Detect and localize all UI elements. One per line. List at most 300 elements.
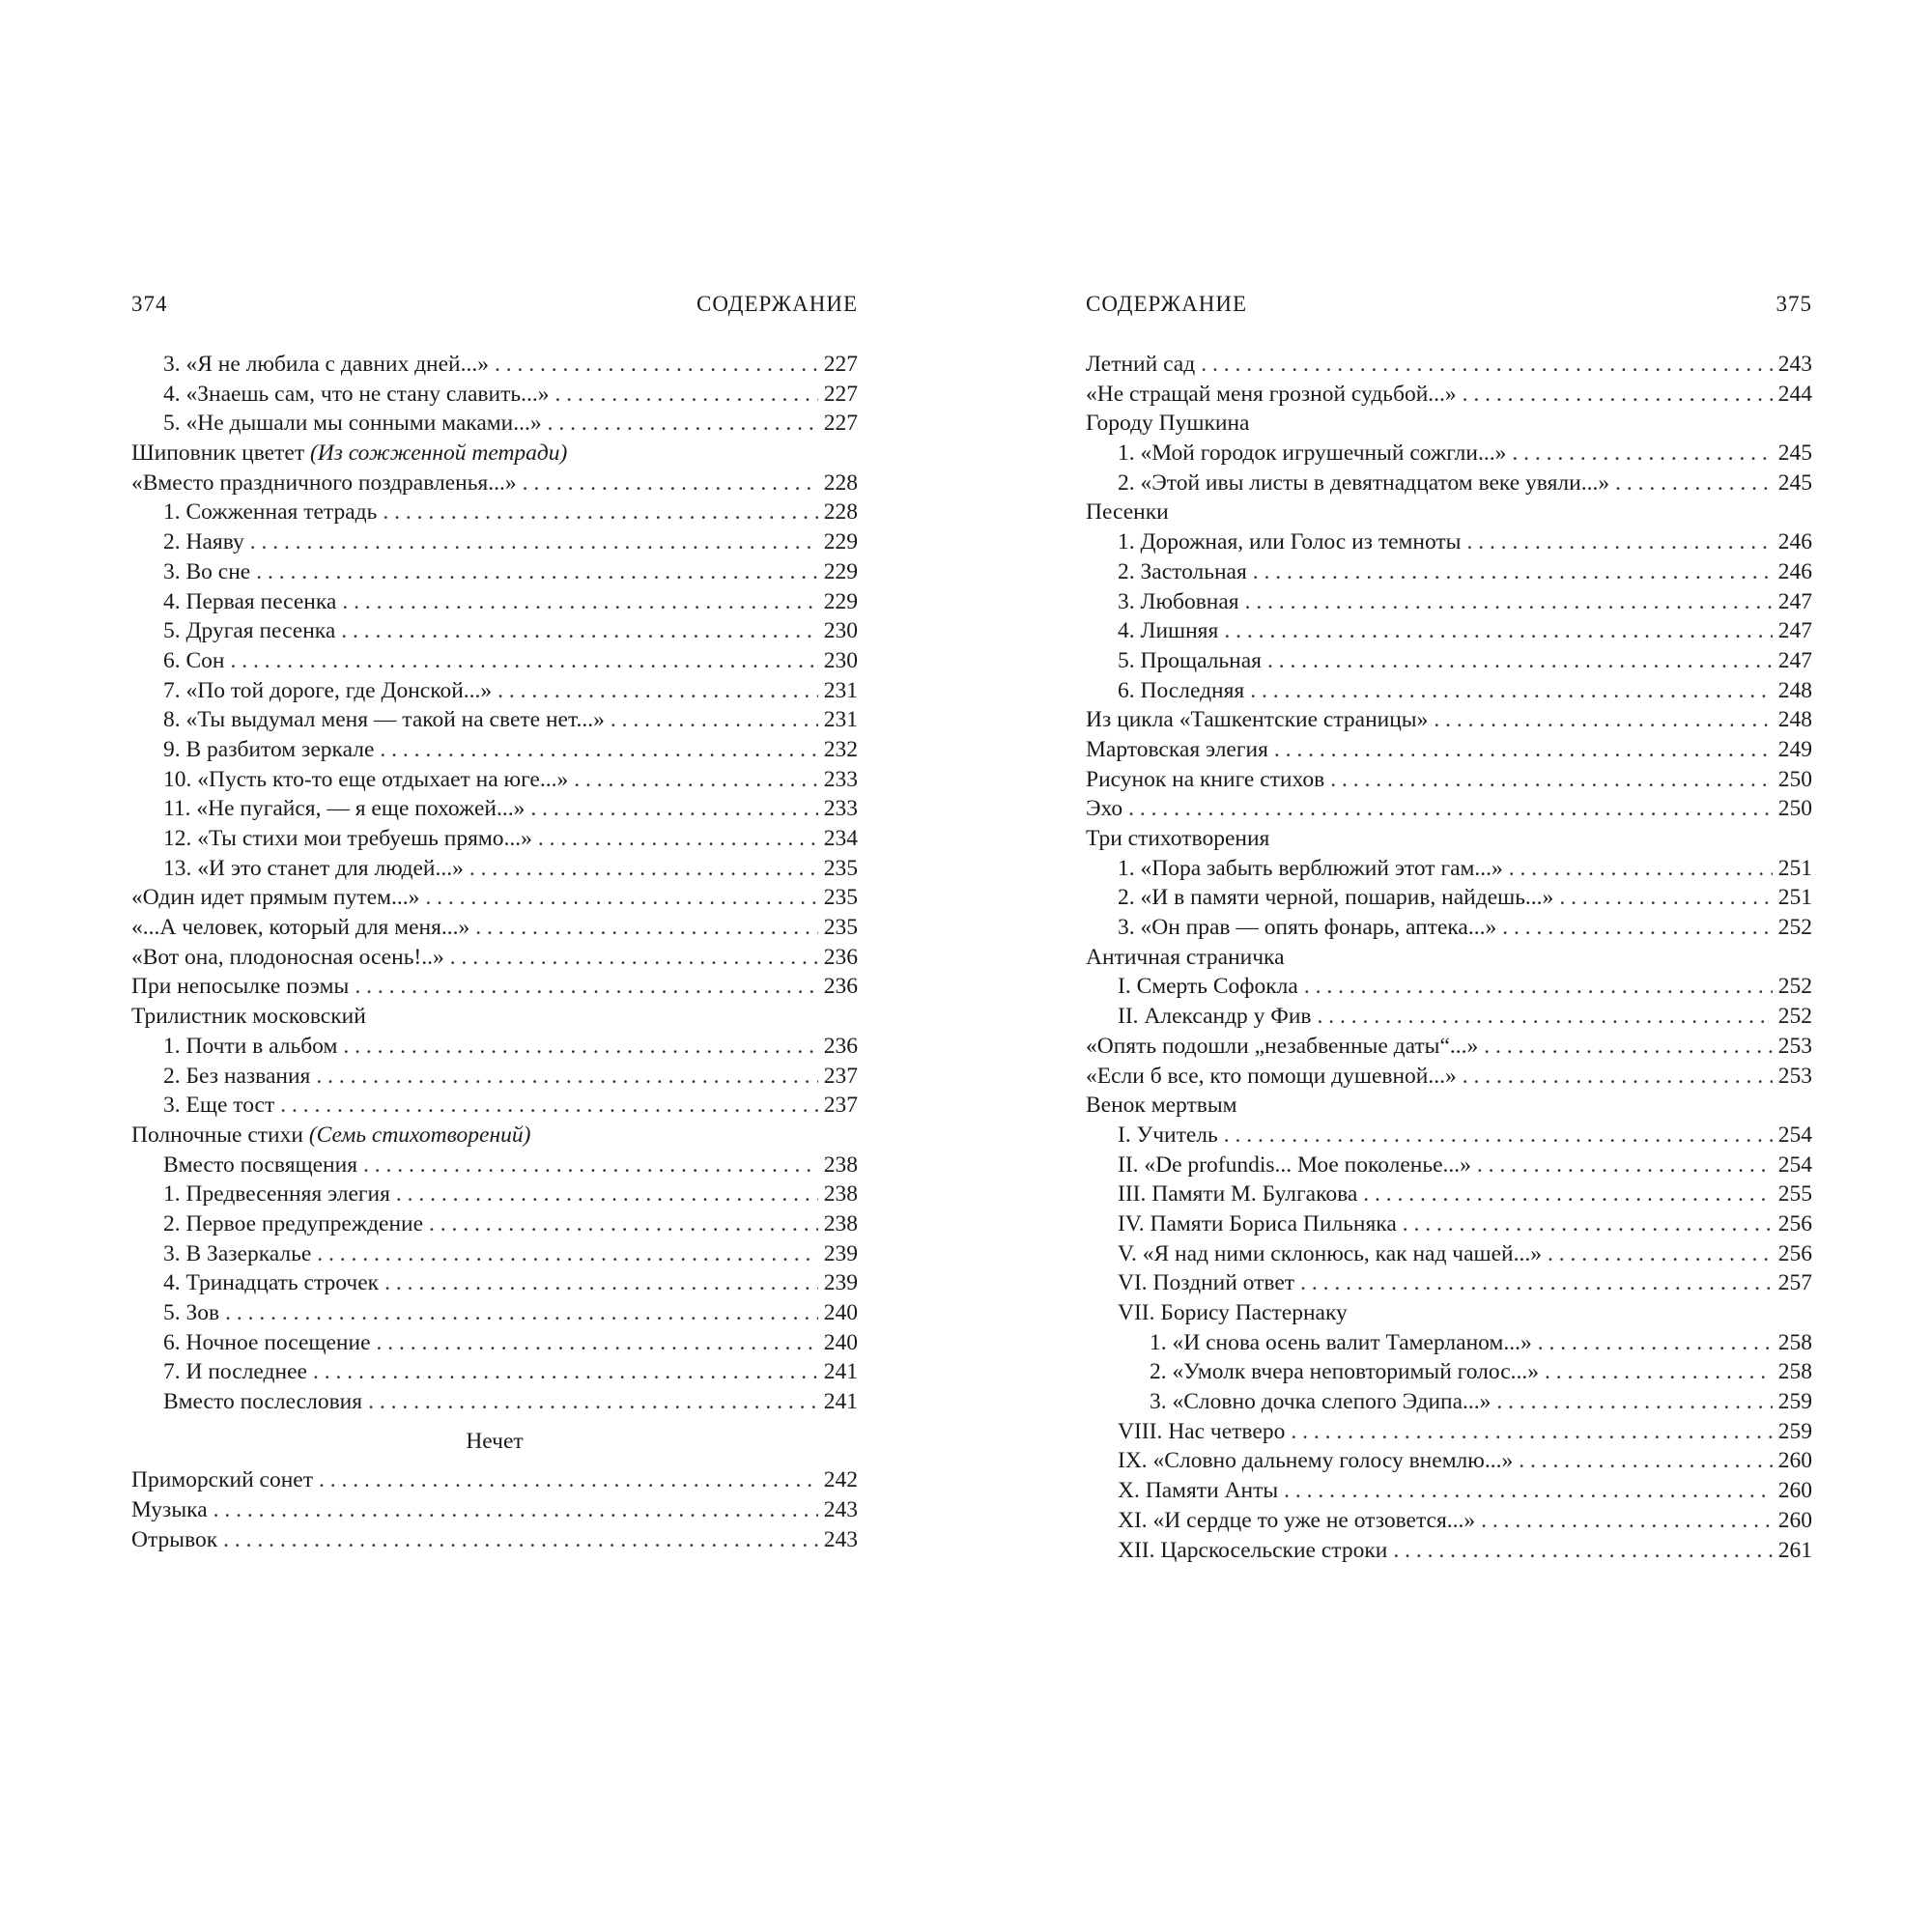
toc-entry [131, 497, 858, 527]
toc-entry [1086, 1032, 1812, 1062]
toc-entry-title-text: Музыка [131, 1497, 208, 1523]
dot-leader [1284, 1476, 1773, 1506]
toc-entry-page-number: 229 [823, 529, 858, 555]
toc-entry [1086, 469, 1812, 498]
toc-entry-title [1118, 616, 1218, 646]
toc-entry-page-number: 231 [823, 677, 858, 703]
dot-leader [1201, 350, 1773, 380]
toc-entry [131, 1495, 858, 1525]
dot-leader [280, 1091, 817, 1121]
toc-entry [131, 439, 858, 469]
toc-entry [1086, 1062, 1812, 1092]
dot-leader [1224, 616, 1772, 646]
toc-entry [1086, 380, 1812, 410]
dot-leader [1484, 1032, 1772, 1062]
toc-entry [131, 380, 858, 410]
toc-entry-title-text: 1. «И снова осень валит Тамерланом...» [1150, 1329, 1532, 1355]
toc-entry-page-number: 243 [1777, 352, 1812, 377]
toc-entry [1086, 1328, 1812, 1358]
toc-entry [131, 1387, 858, 1417]
toc-entry-page-number: 246 [1777, 558, 1812, 584]
toc-entry-page-number: 243 [823, 1526, 858, 1552]
toc-entry [1086, 1387, 1812, 1417]
toc-entry-title-text: 3. В Зазеркалье [163, 1240, 312, 1266]
toc-entry-title [1086, 1032, 1478, 1062]
toc-entry [131, 676, 858, 706]
toc-entry-title [1118, 1002, 1312, 1032]
toc-entry-title-text: 1. Почти в альбом [163, 1033, 338, 1059]
dot-leader [223, 1525, 818, 1555]
left-page-number: 374 [131, 292, 168, 316]
toc-entry-title [131, 1121, 530, 1151]
toc-entry-page-number: 239 [823, 1240, 858, 1266]
dot-leader [497, 676, 818, 706]
toc-entry-page-number: 234 [823, 826, 858, 851]
toc-entry [1086, 765, 1812, 795]
dot-leader [469, 854, 818, 884]
toc-entry-title [1118, 1536, 1387, 1566]
dot-leader [429, 1209, 818, 1239]
toc-entry [1086, 1268, 1812, 1298]
dot-leader [1393, 1536, 1772, 1566]
toc-entry-title [131, 1002, 366, 1032]
dot-leader [313, 1357, 818, 1387]
toc-entry-page-number: 243 [823, 1497, 858, 1523]
toc-entry-title-text: II. Александр у Фив [1118, 1004, 1312, 1030]
toc-entry [131, 1179, 858, 1209]
toc-entry-title [163, 1239, 311, 1269]
dot-leader [341, 616, 817, 646]
dot-leader [1512, 439, 1772, 469]
toc-entry-page-number: 240 [823, 1329, 858, 1355]
dot-leader [1559, 883, 1772, 913]
toc-entry-page-number: 229 [823, 558, 858, 584]
toc-entry-page-number: 235 [823, 855, 858, 881]
toc-entry-page-number: 259 [1777, 1418, 1812, 1444]
toc-entry-title-text: Песенки [1086, 499, 1169, 526]
toc-entry [1086, 1091, 1812, 1121]
dot-leader [1509, 854, 1773, 884]
toc-entry-page-number: 258 [1777, 1329, 1812, 1355]
toc-entry-title-text: 5. Другая песенка [163, 618, 336, 644]
toc-entry-page-number: 245 [1777, 440, 1812, 467]
toc-entry [1086, 587, 1812, 617]
toc-entry-title [1118, 1151, 1471, 1180]
dot-leader [383, 497, 817, 527]
toc-entry [1086, 1298, 1812, 1328]
dot-leader [1250, 676, 1773, 706]
toc-entry-title-text: Летний сад [1086, 352, 1196, 377]
toc-entry-title-text: 3. Во сне [163, 558, 251, 584]
toc-entry-title [1118, 1476, 1278, 1506]
toc-entry [1086, 557, 1812, 587]
dot-leader [316, 1062, 817, 1092]
dot-leader [1519, 1446, 1773, 1476]
toc-entry [131, 765, 858, 795]
toc-entry-title [163, 497, 377, 527]
toc-entry [1086, 735, 1812, 765]
toc-entry-title [163, 824, 532, 854]
toc-entry-title-text: XII. Царскосельские строки [1118, 1537, 1388, 1563]
toc-entry-title-text: 1. «Пора забыть верблюжий этот гам...» [1118, 855, 1503, 881]
dot-leader [1496, 1387, 1772, 1417]
dot-leader [1291, 1417, 1772, 1447]
toc-entry-title-text: 8. «Ты выдумал меня — такой на свете нет...» [163, 707, 605, 733]
toc-entry-page-number: 252 [1777, 974, 1812, 1000]
dot-leader [1477, 1151, 1773, 1180]
toc-entry-title-text: 13. «И это станет для людей...» [163, 855, 464, 881]
toc-entry-page-number: 238 [823, 1181, 858, 1208]
toc-entry-title [163, 735, 374, 765]
toc-entry-title-text: 3. Любовная [1118, 588, 1239, 614]
toc-entry-title-text: Из цикла «Ташкентские страницы» [1086, 707, 1429, 733]
toc-entry-title-text: 1. «Мой городок игрушечный сожгли...» [1118, 440, 1507, 467]
toc-entry-title-text: Полночные стихи [131, 1122, 303, 1148]
toc-entry-title [163, 705, 605, 735]
toc-entry-title [1118, 439, 1506, 469]
toc-entry-title [163, 409, 542, 439]
toc-entry-title [1118, 646, 1262, 676]
dot-leader [475, 913, 817, 943]
toc-entry [1086, 794, 1812, 824]
dot-leader [380, 735, 817, 765]
toc-entry-title [131, 439, 567, 469]
toc-entry [1086, 943, 1812, 973]
toc-entry-page-number: 237 [823, 1093, 858, 1119]
toc-entry-title-text: 12. «Ты стихи мои требуешь прямо...» [163, 826, 532, 851]
toc-entry-title [1118, 1121, 1218, 1151]
dot-leader [574, 765, 818, 795]
dot-leader [425, 883, 817, 913]
dot-leader [1463, 1062, 1773, 1092]
toc-entry-page-number: 252 [1777, 915, 1812, 941]
toc-entry-title-text: 5. «Не дышали мы сонными маками...» [163, 411, 542, 437]
toc-entry-page-number: 248 [1777, 707, 1812, 733]
toc-entry [131, 1357, 858, 1387]
toc-entry-title-text: Трилистник московский [131, 1004, 366, 1030]
toc-entry [1086, 854, 1812, 884]
left-toc-entries [131, 350, 858, 1417]
toc-entry [131, 1298, 858, 1328]
toc-entry-page-number: 254 [1777, 1122, 1812, 1148]
dot-leader [538, 824, 818, 854]
toc-entry [131, 705, 858, 735]
toc-entry-title [163, 587, 336, 617]
toc-entry-title [1118, 1179, 1357, 1209]
toc-entry-title-text: 4. Первая песенка [163, 588, 337, 614]
toc-entry-title-text: 5. Зов [163, 1300, 220, 1325]
toc-entry-page-number: 260 [1777, 1448, 1812, 1474]
toc-entry-title [1118, 557, 1247, 587]
toc-entry-title [163, 1151, 357, 1180]
toc-entry [1086, 1357, 1812, 1387]
toc-entry-title-text: «Не стращай меня грозной судьбой...» [1086, 381, 1457, 407]
toc-entry [1086, 1506, 1812, 1536]
toc-entry-page-number: 233 [823, 766, 858, 792]
toc-entry-page-number: 230 [823, 618, 858, 644]
toc-entry-page-number: 230 [823, 647, 858, 673]
toc-entry-title-text: Эхо [1086, 796, 1123, 822]
toc-entry-title-text: I. Учитель [1118, 1122, 1218, 1148]
toc-entry [131, 1002, 858, 1032]
dot-leader [317, 1239, 817, 1269]
toc-entry-title-text: 2. Без названия [163, 1063, 311, 1089]
toc-entry [1086, 439, 1812, 469]
toc-entry-page-number: 236 [823, 1033, 858, 1059]
dot-leader [231, 646, 818, 676]
toc-entry-page-number: 227 [823, 352, 858, 377]
toc-entry [131, 913, 858, 943]
toc-entry-title-text: Три стихотворения [1086, 826, 1270, 851]
toc-entry-title [1118, 1446, 1513, 1476]
toc-entry-title-text: 1. Предвесенняя элегия [163, 1181, 390, 1208]
toc-entry-page-number: 241 [823, 1389, 858, 1415]
toc-entry [131, 1062, 858, 1092]
toc-entry-title [1118, 587, 1239, 617]
toc-entry-title [1118, 1268, 1294, 1298]
toc-entry [131, 646, 858, 676]
toc-entry-title-text: 5. Прощальная [1118, 647, 1262, 673]
dot-leader [1300, 1268, 1773, 1298]
toc-entry [1086, 646, 1812, 676]
toc-entry-title [163, 1091, 274, 1121]
toc-entry-page-number: 235 [823, 915, 858, 941]
toc-entry-title-text: 6. Сон [163, 647, 225, 673]
toc-entry-page-number: 231 [823, 707, 858, 733]
toc-entry-title-text: 2. «Этой ивы листы в девятнадцатом веке увяли...» [1118, 469, 1610, 496]
toc-entry-title [163, 1179, 390, 1209]
toc-entry-title [163, 765, 568, 795]
toc-entry-title-text: 3. «Словно дочка слепого Эдипа...» [1150, 1389, 1492, 1415]
toc-entry-title-text: Античная страничка [1086, 944, 1285, 970]
right-page-number: 375 [1776, 292, 1812, 316]
toc-entry-title [1086, 705, 1428, 735]
toc-entry-title-text: «Один идет прямым путем...» [131, 885, 420, 911]
dot-leader [1615, 469, 1773, 498]
toc-entry-title [1118, 1239, 1542, 1269]
right-toc [1086, 350, 1812, 1565]
toc-entry-title-text: 1. Дорожная, или Голос из темноты [1118, 529, 1462, 555]
dot-leader [1245, 587, 1773, 617]
toc-entry-title [1086, 350, 1195, 380]
toc-entry-page-number: 238 [823, 1151, 858, 1178]
toc-entry-page-number: 238 [823, 1210, 858, 1236]
toc-entry-page-number: 236 [823, 974, 858, 1000]
toc-entry-title [163, 557, 250, 587]
toc-entry-page-number: 261 [1777, 1537, 1812, 1563]
toc-entry-title [1086, 824, 1269, 854]
toc-entry [1086, 972, 1812, 1002]
dot-leader [342, 587, 817, 617]
toc-entry-title-text: VIII. Нас четверо [1118, 1418, 1286, 1444]
toc-entry [131, 1268, 858, 1298]
toc-entry [131, 1121, 858, 1151]
toc-entry [131, 1328, 858, 1358]
toc-entry-title-text: 4. Лишняя [1118, 618, 1219, 644]
toc-entry [131, 557, 858, 587]
toc-entry-title-text: VI. Поздний ответ [1118, 1270, 1295, 1296]
dot-leader [384, 1268, 818, 1298]
toc-entry-title-text: 3. Еще тост [163, 1093, 275, 1119]
toc-entry [1086, 616, 1812, 646]
toc-entry-title-text: 7. И последнее [163, 1359, 307, 1385]
toc-entry-page-number: 260 [1777, 1507, 1812, 1533]
toc-entry-title [1118, 883, 1553, 913]
dot-leader [523, 469, 818, 498]
dot-leader [1330, 765, 1773, 795]
toc-entry-title [1086, 380, 1457, 410]
dot-leader [1466, 527, 1772, 557]
toc-entry [131, 409, 858, 439]
toc-entry-page-number: 227 [823, 381, 858, 407]
toc-entry-title-text: Рисунок на книге стихов [1086, 766, 1325, 792]
dot-leader [1318, 1002, 1773, 1032]
toc-entry [131, 943, 858, 973]
toc-entry-page-number: 259 [1777, 1389, 1812, 1415]
dot-leader [1363, 1179, 1772, 1209]
dot-leader [530, 794, 817, 824]
toc-entry [131, 972, 858, 1002]
toc-entry-title [163, 794, 525, 824]
dot-leader [450, 943, 818, 973]
toc-entry-title [163, 1387, 362, 1417]
dot-leader [225, 1298, 818, 1328]
toc-entry-page-number: 247 [1777, 618, 1812, 644]
toc-entry-title-text: «Вот она, плодоносная осень!..» [131, 944, 444, 970]
toc-entry [1086, 1446, 1812, 1476]
toc-entry-page-number: 236 [823, 944, 858, 970]
toc-entry-page-number: 239 [823, 1270, 858, 1296]
toc-entry [131, 1209, 858, 1239]
left-toc [131, 350, 858, 1555]
toc-entry [1086, 1179, 1812, 1209]
toc-entry-title [1086, 1062, 1457, 1092]
toc-entry-page-number: 253 [1777, 1033, 1812, 1059]
section-title: Нечет [466, 1428, 524, 1454]
toc-entry-title [1086, 765, 1324, 795]
dot-leader [611, 705, 818, 735]
toc-entry-title-text: Шиповник цветет [131, 440, 305, 467]
toc-entry [1086, 1536, 1812, 1566]
dot-leader [256, 557, 818, 587]
toc-entry-title-text: III. Памяти М. Булгакова [1118, 1181, 1358, 1208]
toc-entry-page-number: 252 [1777, 1004, 1812, 1030]
toc-entry [131, 1151, 858, 1180]
toc-entry-page-number: 253 [1777, 1063, 1812, 1089]
toc-entry [131, 1091, 858, 1121]
toc-entry [131, 469, 858, 498]
toc-entry-title-text: Отрывок [131, 1526, 218, 1552]
left-running-head [131, 292, 858, 325]
toc-entry-title [131, 913, 469, 943]
dot-leader [319, 1465, 818, 1495]
toc-entry [1086, 527, 1812, 557]
toc-entry-page-number: 229 [823, 588, 858, 614]
toc-entry [1086, 1239, 1812, 1269]
toc-entry-title-text: Венок мертвым [1086, 1093, 1237, 1119]
toc-entry-page-number: 260 [1777, 1478, 1812, 1504]
toc-entry [1086, 350, 1812, 380]
toc-entry [131, 616, 858, 646]
toc-entry-page-number: 256 [1777, 1210, 1812, 1236]
toc-entry-subtitle: (Семь стихотворений) [308, 1122, 531, 1148]
toc-entry-title-text: «Если б все, кто помощи душевной...» [1086, 1063, 1457, 1089]
toc-entry-title-text: 3. «Он прав — опять фонарь, аптека...» [1118, 915, 1497, 941]
toc-entry [1086, 1417, 1812, 1447]
toc-entry [131, 1465, 858, 1495]
toc-entry-title-text: IX. «Словно дальнему голосу внемлю...» [1118, 1448, 1514, 1474]
toc-entry-page-number: 250 [1777, 766, 1812, 792]
toc-entry-title-text: 2. Первое предупреждение [163, 1210, 424, 1236]
toc-entry [131, 1032, 858, 1062]
toc-entry-title [1118, 1417, 1285, 1447]
toc-entry-page-number: 228 [823, 499, 858, 526]
toc-entry-page-number: 244 [1777, 381, 1812, 407]
dot-leader [1434, 705, 1772, 735]
toc-entry [1086, 497, 1812, 527]
toc-entry-title [163, 616, 335, 646]
toc-entry [131, 854, 858, 884]
toc-entry-page-number: 251 [1777, 885, 1812, 911]
toc-entry-title [1086, 943, 1285, 973]
dot-leader [213, 1495, 818, 1525]
toc-entry-title [163, 1062, 310, 1092]
toc-entry-title [163, 646, 225, 676]
toc-entry-title-text: Городу Пушкина [1086, 411, 1250, 437]
toc-entry-title-text: 11. «Не пугайся, — я еще похожей...» [163, 796, 526, 822]
toc-entry [131, 1239, 858, 1269]
dot-leader [1274, 735, 1773, 765]
toc-entry-title [1118, 469, 1609, 498]
toc-entry-title-text: 2. «И в памяти черной, пошарив, найдешь...» [1118, 885, 1554, 911]
toc-entry-page-number: 251 [1777, 855, 1812, 881]
toc-entry-title-text: I. Смерть Софокла [1118, 974, 1298, 1000]
toc-entry-title [1118, 972, 1298, 1002]
right-page [1086, 0, 1812, 1932]
toc-entry-title [163, 350, 489, 380]
toc-entry-page-number: 256 [1777, 1240, 1812, 1266]
toc-entry-title-text: 3. «Я не любила с давних дней...» [163, 352, 490, 377]
toc-entry-title [163, 1298, 219, 1328]
dot-leader [1128, 794, 1773, 824]
dot-leader [377, 1328, 818, 1358]
toc-entry-page-number: 245 [1777, 469, 1812, 496]
dot-leader [495, 350, 818, 380]
toc-entry [1086, 1476, 1812, 1506]
toc-entry-title-text: «Опять подошли „незабвенные даты“...» [1086, 1033, 1479, 1059]
toc-entry-subtitle: (Из сожженной тетради) [309, 440, 568, 467]
toc-entry-title [163, 1328, 371, 1358]
toc-entry-title [131, 972, 349, 1002]
toc-entry-page-number: 241 [823, 1359, 858, 1385]
toc-entry-title-text: 6. Ночное посещение [163, 1329, 371, 1355]
toc-entry-page-number: 249 [1777, 736, 1812, 762]
toc-entry [1086, 1209, 1812, 1239]
toc-entry-page-number: 242 [823, 1467, 858, 1493]
toc-entry-title [131, 1495, 208, 1525]
toc-entry-page-number: 254 [1777, 1151, 1812, 1178]
toc-entry-title [1086, 409, 1250, 439]
toc-entry-title [163, 527, 244, 557]
toc-entry [1086, 913, 1812, 943]
toc-entry-title-text: VII. Борису Пастернаку [1118, 1300, 1348, 1325]
toc-entry [131, 587, 858, 617]
toc-entry-title-text: IV. Памяти Бориса Пильняка [1118, 1210, 1397, 1236]
toc-entry-title [1118, 854, 1503, 884]
toc-entry-title [1150, 1387, 1491, 1417]
dot-leader [554, 380, 817, 410]
toc-entry-title-text: 4. «Знаешь сам, что не стану славить...» [163, 381, 550, 407]
